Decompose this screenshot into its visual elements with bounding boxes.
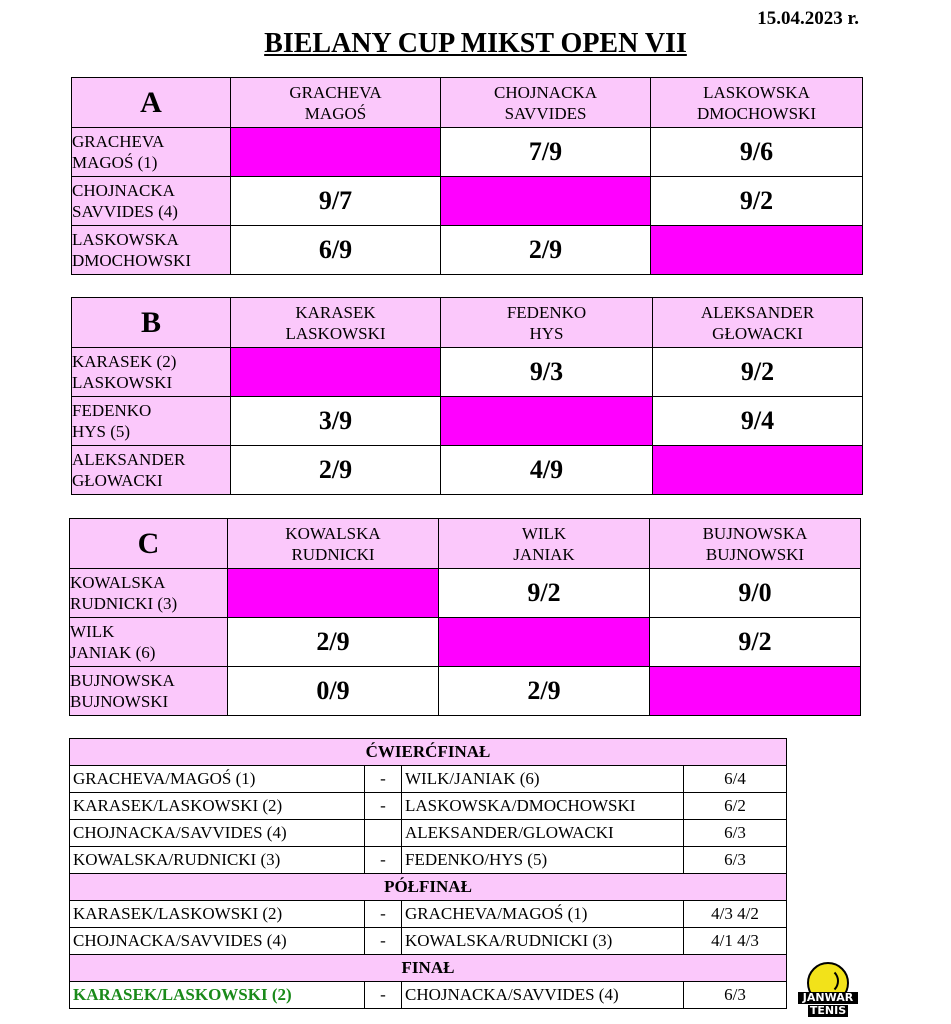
match-row bbox=[70, 901, 787, 928]
match-row bbox=[70, 982, 787, 1009]
match-result: 6/3 bbox=[684, 982, 787, 1009]
column-header: LASKOWSKA DMOCHOWSKI bbox=[651, 78, 863, 128]
match-row bbox=[70, 847, 787, 874]
phase-header: FINAŁ bbox=[70, 955, 787, 982]
score-cell: 9/4 bbox=[653, 397, 863, 446]
match-row bbox=[70, 793, 787, 820]
match-row bbox=[70, 928, 787, 955]
row-header: KARASEK (2) LASKOWSKI bbox=[72, 348, 231, 397]
row-header: ALEKSANDER GŁOWACKI bbox=[72, 446, 231, 495]
score-cell: 2/9 bbox=[228, 618, 439, 667]
diagonal-cell bbox=[653, 446, 863, 495]
score-cell: 2/9 bbox=[231, 446, 441, 495]
column-header: KOWALSKA RUDNICKI bbox=[228, 519, 439, 569]
knockout-table bbox=[69, 738, 787, 1009]
date-label: 15.04.2023 r. bbox=[757, 8, 859, 29]
row-header: FEDENKO HYS (5) bbox=[72, 397, 231, 446]
diagonal-cell bbox=[231, 348, 441, 397]
match-row bbox=[70, 766, 787, 793]
player-1: GRACHEVA/MAGOŚ (1) bbox=[70, 766, 365, 793]
score-cell: 3/9 bbox=[231, 397, 441, 446]
score-cell: 2/9 bbox=[441, 226, 651, 275]
group-label: A bbox=[72, 78, 231, 128]
diagonal-cell bbox=[439, 618, 650, 667]
player-2: KOWALSKA/RUDNICKI (3) bbox=[402, 928, 684, 955]
logo-text-line2: TENIS bbox=[809, 1004, 847, 1017]
separator: - bbox=[365, 928, 402, 955]
score-cell: 4/9 bbox=[441, 446, 653, 495]
group-label: B bbox=[72, 298, 231, 348]
page-title: BIELANY CUP MIKST OPEN VII bbox=[264, 28, 687, 59]
score-cell: 2/9 bbox=[439, 667, 650, 716]
diagonal-cell bbox=[441, 397, 653, 446]
separator: - bbox=[365, 847, 402, 874]
score-cell: 9/0 bbox=[650, 569, 861, 618]
score-cell: 9/2 bbox=[439, 569, 650, 618]
match-result: 6/3 bbox=[684, 847, 787, 874]
match-result: 6/2 bbox=[684, 793, 787, 820]
row-header: GRACHEVA MAGOŚ (1) bbox=[72, 128, 231, 177]
group-table-a bbox=[71, 77, 863, 275]
column-header: WILK JANIAK bbox=[439, 519, 650, 569]
group-table-c bbox=[69, 518, 861, 716]
player-2: WILK/JANIAK (6) bbox=[402, 766, 684, 793]
row-header: CHOJNACKA SAVVIDES (4) bbox=[72, 177, 231, 226]
player-1: CHOJNACKA/SAVVIDES (4) bbox=[70, 820, 365, 847]
match-result: 6/4 bbox=[684, 766, 787, 793]
group-table-b bbox=[71, 297, 863, 495]
column-header: GRACHEVA MAGOŚ bbox=[231, 78, 441, 128]
diagonal-cell bbox=[228, 569, 439, 618]
player-2: GRACHEVA/MAGOŚ (1) bbox=[402, 901, 684, 928]
player-2: FEDENKO/HYS (5) bbox=[402, 847, 684, 874]
match-row bbox=[70, 820, 787, 847]
diagonal-cell bbox=[231, 128, 441, 177]
janwar-tenis-logo bbox=[798, 962, 858, 1020]
score-cell: 9/2 bbox=[651, 177, 863, 226]
score-cell: 9/3 bbox=[441, 348, 653, 397]
score-cell: 6/9 bbox=[231, 226, 441, 275]
separator: - bbox=[365, 901, 402, 928]
score-cell: 7/9 bbox=[441, 128, 651, 177]
match-result: 4/1 4/3 bbox=[684, 928, 787, 955]
column-header: FEDENKO HYS bbox=[441, 298, 653, 348]
score-cell: 9/6 bbox=[651, 128, 863, 177]
column-header: ALEKSANDER GŁOWACKI bbox=[653, 298, 863, 348]
diagonal-cell bbox=[441, 177, 651, 226]
column-header: KARASEK LASKOWSKI bbox=[231, 298, 441, 348]
phase-header: PÓŁFINAŁ bbox=[70, 874, 787, 901]
separator: - bbox=[365, 766, 402, 793]
row-header: BUJNOWSKA BUJNOWSKI bbox=[70, 667, 228, 716]
player-1: KARASEK/LASKOWSKI (2) bbox=[70, 793, 365, 820]
score-cell: 9/7 bbox=[231, 177, 441, 226]
score-cell: 9/2 bbox=[653, 348, 863, 397]
row-header: LASKOWSKA DMOCHOWSKI bbox=[72, 226, 231, 275]
score-cell: 9/2 bbox=[650, 618, 861, 667]
score-cell: 0/9 bbox=[228, 667, 439, 716]
diagonal-cell bbox=[651, 226, 863, 275]
diagonal-cell bbox=[650, 667, 861, 716]
match-result: 6/3 bbox=[684, 820, 787, 847]
separator: - bbox=[365, 793, 402, 820]
separator: - bbox=[365, 982, 402, 1009]
winner-team: KARASEK/LASKOWSKI (2) bbox=[70, 982, 365, 1009]
column-header: BUJNOWSKA BUJNOWSKI bbox=[650, 519, 861, 569]
phase-header: ĆWIERĆFINAŁ bbox=[70, 739, 787, 766]
group-label: C bbox=[70, 519, 228, 569]
column-header: CHOJNACKA SAVVIDES bbox=[441, 78, 651, 128]
player-2: ALEKSANDER/GLOWACKI bbox=[402, 820, 684, 847]
player-2: LASKOWSKA/DMOCHOWSKI bbox=[402, 793, 684, 820]
player-1: KARASEK/LASKOWSKI (2) bbox=[70, 901, 365, 928]
player-1: KOWALSKA/RUDNICKI (3) bbox=[70, 847, 365, 874]
logo-text-line1: JANWAR bbox=[798, 992, 858, 1004]
row-header: WILK JANIAK (6) bbox=[70, 618, 228, 667]
row-header: KOWALSKA RUDNICKI (3) bbox=[70, 569, 228, 618]
player-1: CHOJNACKA/SAVVIDES (4) bbox=[70, 928, 365, 955]
match-result: 4/3 4/2 bbox=[684, 901, 787, 928]
separator bbox=[365, 820, 402, 847]
player-2: CHOJNACKA/SAVVIDES (4) bbox=[402, 982, 684, 1009]
